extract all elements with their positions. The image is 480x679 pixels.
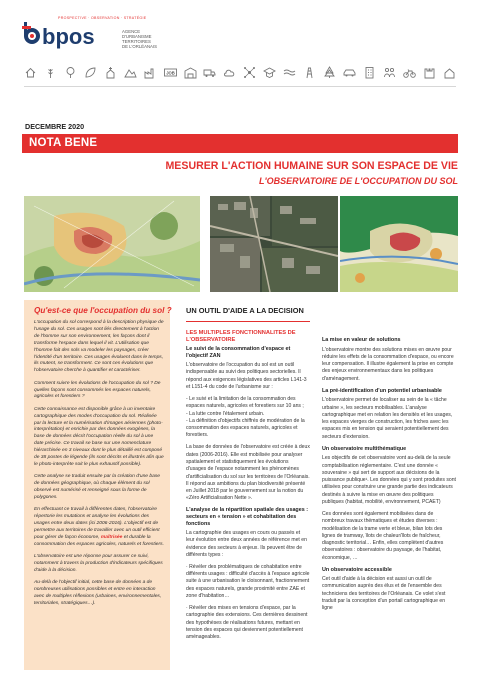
theme-icon-row	[24, 64, 456, 80]
list-item: · Révéler des problématiques de cohabitation entre différents usages : difficulté d'accès à l'espace agricole suite à une urbanisation le cloisonnant, fractionnement des espaces naturels, grande proximité entre ZAE et zone d'habitation…	[186, 563, 310, 600]
banner-label: NOTA BENE	[29, 137, 98, 149]
topos-logo	[22, 16, 122, 50]
paragraph: L'observatoire de l'occupation du sol est un outil indispensable au suivi des politiques sectorielles. Il répond aux exigences législatives des articles L141-3 et L151-4 du code de l'urbanisme sur :	[186, 362, 307, 391]
middle-column	[186, 306, 310, 646]
page-subtitle: L'OBSERVATOIRE DE L'OCCUPATION DU SOL	[259, 176, 458, 186]
subheading: La mise en valeur de solutions	[322, 337, 401, 343]
mountain-icon	[124, 66, 137, 79]
building-icon	[363, 66, 376, 79]
lake-icon	[283, 66, 296, 79]
publication-date: DECEMBRE 2020	[25, 122, 85, 131]
agency-line-1: AGENCE	[122, 29, 141, 34]
church-icon	[104, 66, 117, 79]
leaf-icon	[84, 66, 97, 79]
body-text	[322, 455, 456, 562]
cloud-icon	[223, 66, 236, 79]
banner-underline	[22, 152, 458, 153]
subheading: Le suivi de la consommation d'espace et l'objectif ZAN	[186, 346, 291, 359]
sidebar-paragraph: Cette analyse se traduit ensuite par la création d'une base de données géographique, où chaque élément du sol observé est numérisé et renseigné sous la forme de polygones.	[34, 474, 160, 501]
tower-icon	[303, 66, 316, 79]
warehouse-icon	[184, 66, 197, 79]
list-item: · Révéler des mises en tensions d'espace, par la cartographie des extensions. Ces dernières dessinent des hypothèses de réalisations futures, mettant en tension des espaces qui deviennent potentiellement aménageables.	[186, 604, 308, 641]
list-item: - Le suivi et la limitation de la consommation des espaces naturels, agricoles et forestiers sur 10 ans ;	[186, 395, 304, 410]
agency-line-3: TERRITOIRES	[122, 39, 151, 44]
evolution-map-image	[340, 196, 458, 292]
header-divider	[24, 86, 456, 87]
job-label: JOB	[165, 69, 175, 75]
paragraph: Ces données sont également mobilisées dans de nombreux travaux thématiques et études diverses : modélisation de la trame verte et bleue, bilan lots des lignes de tramway, îlots de chaleur/îlots de fraîcheur, diagnostic territorial… Enfin, elles complètent d'autres observatoires : observatoire du paysage, de l'habitat, économique, …	[322, 510, 444, 561]
house-small-icon	[443, 66, 456, 79]
sidebar-paragraph: L'observatoire est une réponse pour assurer ce suivi, notamment à travers la production d'indicateurs spécifiques d'aide à la décision.	[34, 554, 163, 573]
paragraph: La cartographie des usages en cours ou passés et leur évolution entre deux années de référence met en évidence des secteurs à enjeux. Ils peuvent être de différents types :	[186, 530, 307, 558]
agency-name	[122, 29, 157, 49]
wheat-icon	[44, 66, 57, 79]
car-icon	[343, 66, 356, 79]
factory-icon	[144, 66, 157, 79]
house-icon	[24, 66, 37, 79]
body-text	[186, 530, 310, 641]
list-item: - La définition d'objectifs chiffrés de modération de la consommation des espaces naturels, agricoles et forestiers.	[186, 417, 305, 439]
land-use-map-image	[24, 196, 200, 292]
logo-text: bpos	[42, 24, 95, 49]
truck-icon	[203, 66, 216, 79]
subheading: La pré-identification d'un potentiel urbanisable	[322, 387, 442, 394]
castle-icon	[423, 66, 436, 79]
people-icon	[383, 66, 396, 79]
paragraph: L'observatoire montre des solutions mises en œuvre pour réduire les effets de la consommation d'espace, ou encore leur compensation. Il illustre également la prise en compte des enjeux environnementaux dans les politiques d'aménagement.	[322, 346, 454, 382]
right-column	[322, 336, 456, 617]
pine-icon	[323, 66, 336, 79]
agency-line-2: D'URBANISME	[122, 34, 152, 39]
functionalities-heading: LES MULTIPLES FONCTIONNALITES DE L'OBSERVATOIRE	[186, 330, 296, 343]
paragraph: Les objectifs de cet observatoire vont au-delà de la seule comptabilisation réglementaire. C'est une donnée « souveraine » qui sert de support aux décisions de la puissance publique¹. Les données qui y sont produites sont utilisées pour construire une grande partie des indicateurs destinés à suivre la mise en œuvre des politiques publiques (habitat, mobilité, environnement, PCAET)	[322, 455, 456, 506]
section-heading: UN OUTIL D'AIDE A LA DECISION	[186, 306, 304, 315]
section-divider	[186, 321, 310, 322]
subheading: Un observatoire accessible	[322, 566, 392, 573]
sidebar-paragraph: L'occupation du sol correspond à la description physique de l'usage du sol. Ces usages sont liés directement à l'action de l'homme sur son environnement, les façons dont il transforme l'espace dans lequel il vit. L'utilisation que l'homme fait des sols va modeler les paysages, créer l'identité d'un territoire. Ces usages évoluent dans le temps, ils mutent, se transforment. Ce sont ces évolutions que l'observatoire cherche à quantifier et caractériser.	[34, 320, 164, 374]
body-text	[322, 347, 456, 383]
text-span: En effectuant ce travail à différentes dates, l'observatoire répertorie les mutations et analyse les évolutions des usages entre deux dates (ici 2006-2016). L'objectif est de permettre aux territoires de travailler avec un outil efficient pour gérer de façon économe,	[34, 507, 160, 540]
sidebar-paragraph: Cette connaissance est disponible grâce à un inventaire cartographique des modes d'occupation du sol. Réalisée par la lecture et la numérisation d'images aériennes (photo-interprétation) et enrichie par des données exogènes, la base de données décrit l'occupation réelle du sol à une date précise. Ce travail se base sur une nomenclature hiérarchisée en 3 niveaux dont le plus détaillé est composé de 38 postes de légende (ils sont décrits et illustrés afin que le photo-interprète soit le plus exhaustif possible).	[34, 406, 164, 467]
paragraph: L'observatoire permet de localiser au sein de la « tâche urbaine », les secteurs mobilisables. L'analyse cartographique met en relation les densités et les usages, les espaces vierges de construction, les friches avec les espaces mis en tension qui seraient potentiellement des secteurs d'extension.	[322, 397, 453, 440]
sidebar-text	[34, 320, 164, 613]
body-text	[322, 397, 456, 441]
tagline: PROSPECTIVE · OBSERVATION · STRATÉGIE	[58, 16, 147, 20]
paragraph: La base de données de l'observatoire est créée à deux dates (2006-2016). Elle est mobilisée pour analyser spatialement et statistiquement les évolutions d'usages de l'espace notamment les phénomènes d'artificialisation du sol sur les territoires de l'Orléanais. Il répond aux ambitions du plan biodiversité présenté en Juillet 2018 par le gouvernement sur la notion du «Zéro Artificialisation Nette ».	[186, 444, 310, 502]
text-span: et durable la consommation des espaces agricoles, naturels et forestiers.	[34, 534, 164, 547]
tree-icon	[64, 66, 77, 79]
subheading: L'analyse de la répartition spatiale des usages : secteurs en « tension » et cohabitation des fonctions	[186, 507, 309, 527]
paragraph: Cet outil d'aide à la décision est aussi un outil de communication auprès des élus et de l'ensemble des techniciens des territoires de l'Orléanais. Ce volet s'est traduit par la conception d'un portail cartographique en ligne	[322, 576, 446, 612]
body-text	[186, 362, 310, 503]
job-icon	[164, 66, 177, 79]
sidebar-paragraph: Comment suivre les évolutions de l'occupation du sol ? De quelles façons sont consommés les espaces naturels, agricoles et forestiers ?	[34, 380, 161, 400]
sidebar-paragraph: Au-delà de l'objectif initial, cette base de données a de nombreuses utilisations possibles et entre en interaction avec de multiples réflexions (urbaines, environnementales, territoriales, stratégiques…).	[34, 580, 162, 606]
sidebar-paragraph	[34, 507, 164, 548]
body-text	[322, 576, 456, 612]
highlight-word: maîtrisée	[100, 534, 123, 540]
aerial-photo-image	[210, 196, 338, 292]
school-icon	[263, 66, 276, 79]
agency-line-4: DE L'ORLÉANAIS	[122, 44, 157, 49]
page-title: MESURER L'ACTION HUMAINE SUR SON ESPACE DE VIE	[165, 160, 458, 172]
cycle-icon	[403, 66, 416, 79]
network-icon	[243, 66, 256, 79]
list-item: - La lutte contre l'étalement urbain.	[186, 410, 265, 417]
subheading: Un observatoire multithématique	[322, 445, 407, 452]
sidebar-title: Qu'est-ce que l'occupation du sol ?	[34, 306, 172, 315]
